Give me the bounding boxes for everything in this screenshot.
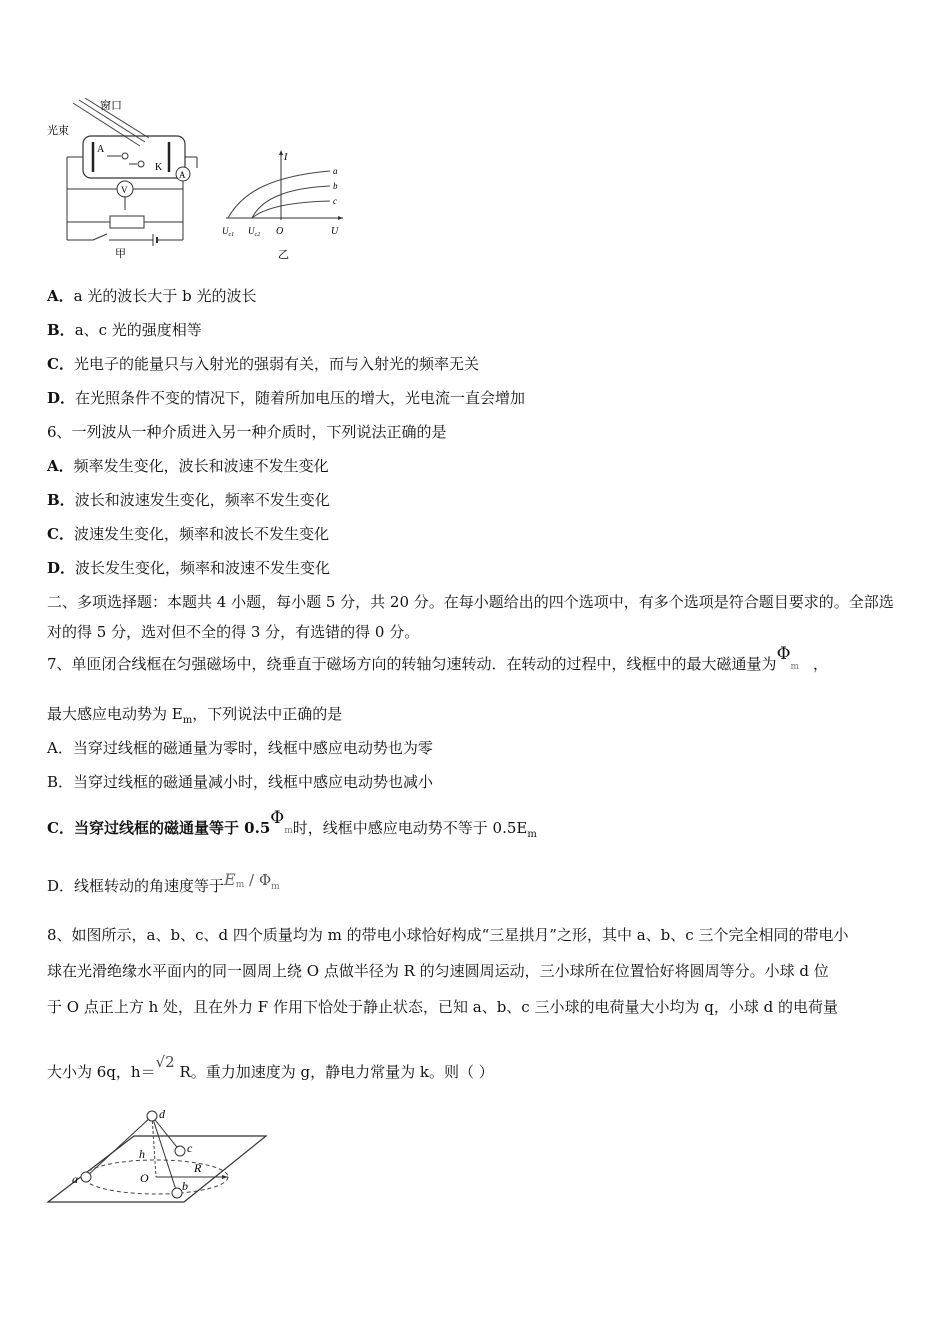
q6-stem: 6、一列波从一种介质进入另一种介质时，下列说法正确的是 [47,423,447,441]
voltmeter-label: V [121,185,128,195]
ammeter-label: A [179,170,186,180]
ball-c-label: c [187,1141,193,1155]
q7-option-a: A．当穿过线框的磁通量为零时，线框中感应电动势也为零 [47,739,433,757]
radius-r-label: R [194,1161,202,1175]
caption-yi: 乙 [278,249,289,261]
beam-label: 光束 [47,125,69,137]
origin-label: O [276,226,284,237]
curve-c-label: c [333,196,337,206]
q6-option-a: A．频率发生变化，波长和波速不发生变化 [47,457,329,475]
q7-option-c: C．当穿过线框的磁通量等于 0.5Φm时，线框中感应电动势不等于 $0.5E_m$ [47,808,537,840]
axis-i-label: I [284,152,288,163]
anode-label: A [97,144,105,155]
q8-stem-line3: 于 O 点正上方 h 处，且在外力 F 作用下恰处于静止状态，已知 a、b、c 三小球的电荷量大小均为 q，小球 d 的电荷量 [47,998,838,1016]
q6-option-b: B．波长和波速发生变化，频率不发生变化 [47,491,330,509]
iu-graph [218,146,348,264]
window-label: 窗口 [100,100,122,112]
q6-option-c: C．波速发生变化，频率和波长不发生变化 [47,525,329,543]
q5-option-a: A．a 光的波长大于 b 光的波长 [47,287,257,305]
ball-b-label: b [182,1179,188,1193]
q7-option-d: D．线框转动的角速度等于$E^m$ / Φm [47,870,280,895]
cathode-label: K [155,162,163,173]
curve-a-label: a [333,166,338,176]
ball-d-label: d [159,1107,165,1121]
uc1-label: $U_{c1}$ [222,226,235,238]
ball-a-label: a [72,1172,78,1186]
height-h-label: h [139,1147,145,1161]
center-o-label: O [140,1171,149,1185]
q8-stem-line1: 8、如图所示，a、b、c、d 四个质量均为 m 的带电小球恰好构成“三星拱月”之形，其中 a、b、c 三个完全相同的带电小 [47,926,849,944]
q8-stem-line2: 球在光滑绝缘水平面内的同一圆周上绕 O 点做半径为 R 的匀速圆周运动，三小球所在位置恰好将圆周等分。小球 d 位 [47,962,829,980]
q5-option-d: D．在光照条件不变的情况下，随着所加电压的增大，光电流一直会增加 [47,389,526,407]
q7-stem-line1: 7、单匝闭合线框在匀强磁场中，绕垂直于磁场方向的转轴匀速转动．在转动的过程中，线框中的最大磁通量为Φm ， [47,644,829,673]
q7-stem-line2: 最大感应电动势为 $E_m$，下列说法中正确的是 [47,705,343,726]
caption-jia: 甲 [115,248,126,260]
q7-option-b: B．当穿过线框的磁通量减小时，线框中感应电动势也减小 [47,773,434,791]
axis-u-label: U [331,226,339,237]
curve-b-label: b [333,181,338,191]
q8-figure [44,1102,270,1206]
q8-stem-line4: 大小为 6q，h＝√2 R。重力加速度为 g，静电力常量为 k。则（ ） [47,1053,494,1081]
q6-option-d: D．波长发生变化，频率和波速不发生变化 [47,559,331,577]
section2-instructions: 二、多项选择题：本题共 4 小题，每小题 5 分，共 20 分。在每小题给出的四个选项中，有多个选项是符合题目要求的。全部选对的得 5 分，选对但不全的得 3 分，有选错的得 0 分。 [47,593,894,641]
q5-option-c: C．光电子的能量只与入射光的强弱有关，而与入射光的频率无关 [47,355,479,373]
q5-option-b: B．a、c 光的强度相等 [47,321,202,339]
uc2-label: $U_{c2}$ [248,226,261,238]
